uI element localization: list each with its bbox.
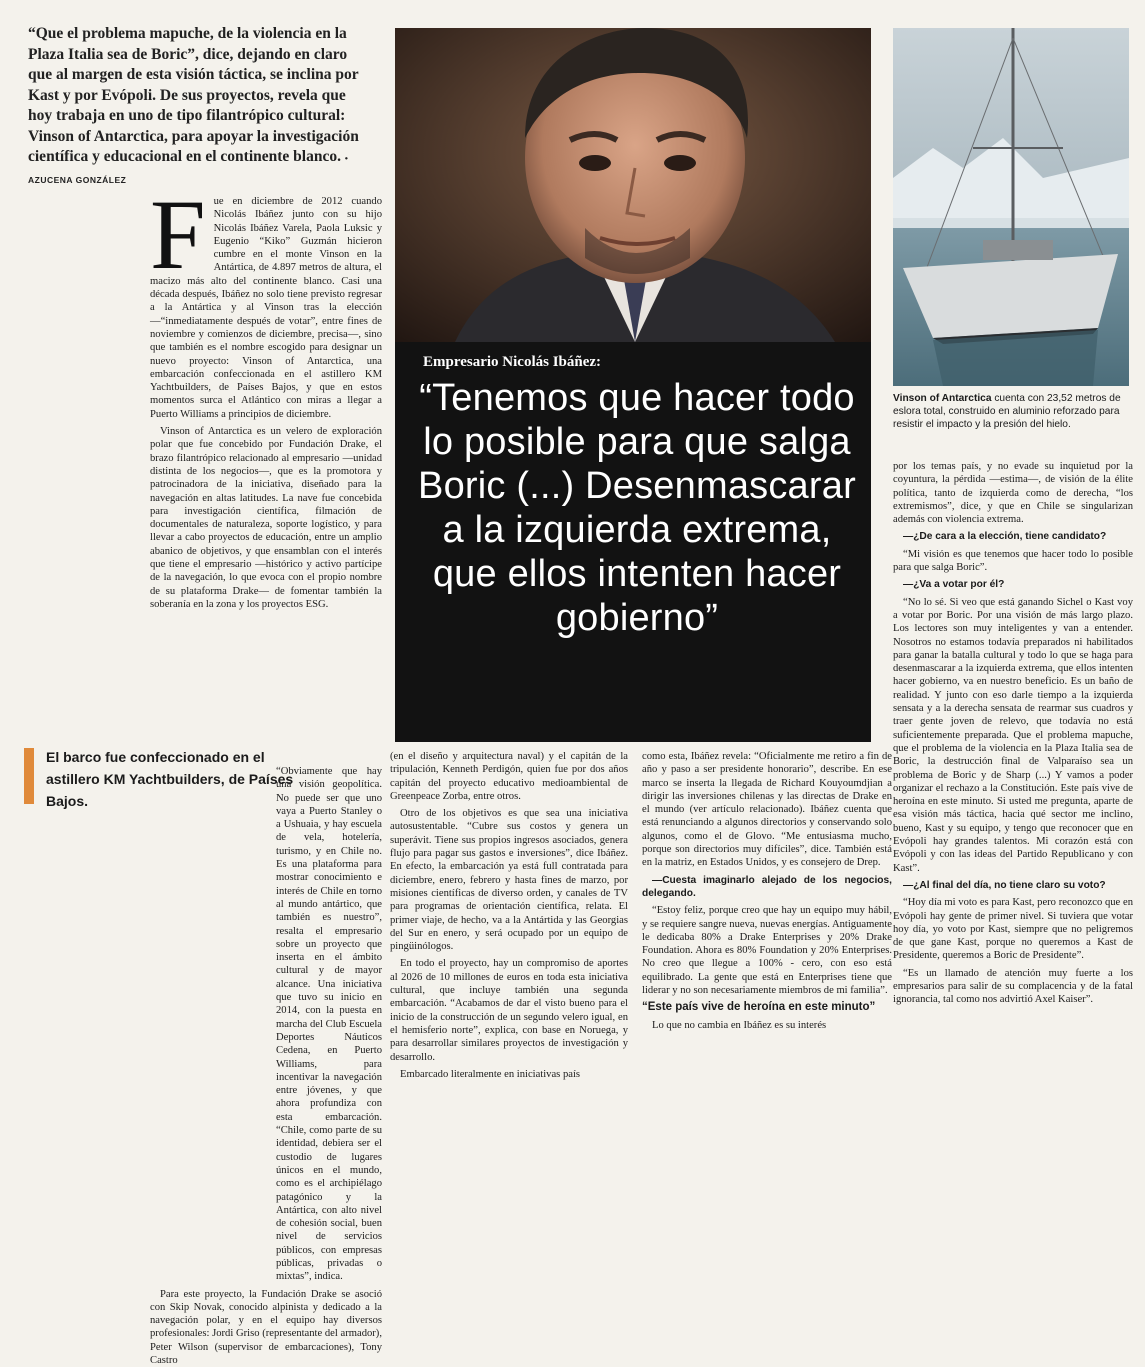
interview-question: —Cuesta imaginarlo alejado de los negocios, delegando.: [642, 874, 892, 899]
article-column-1-lower: [150, 765, 382, 1367]
paragraph: “No lo sé. Si veo que está ganando Sichel o Kast voy a votar por Boric. Por una visión de más largo plazo. Los lectores son muy inteligentes y van a entender. Nosotros no estamos todavía preparados ni habilitados para ganar la batalla cultural y todo lo que se haga para desenmascarar a la izquierda extrema, que ellos intenten hacer gobierno, va en nuestro beneficio. Es un baño de realidad. Y junto con eso darle tiempo a la izquierda sensata y a la derecha sensata de rearmar sus cuadros y traer gente joven de relevo, que todavía no está suficientemente preparada. Que el problema mapuche, que el problema de la violencia en la Plaza Italia sea de Boric, la destrucción final de Valparaíso sea un problema de Boric y de Sharp (...) Y vamos a poder organizar el rechazo a la Constitución. Este país vive de heroína en este minuto. Si usted me pregunta, aparte de esa visión más táctica, hacia qué sector me inclino, bueno, Kast y su equipo, y tengo que reconocer que en Evópoli hay grandes talentos. Mi corazón está con Evópoli y con las ideas del Partido Republicano y con Kast”.: [893, 596, 1133, 874]
paragraph: “Estoy feliz, porque creo que hay un equipo muy hábil, y se requiere sangre nueva, nuevas energías. Antiguamente le dedicaba 80% a Drake Enterprises y 20% Drake Foundation. Ahora es 80% Foundation y 20% Enterprises. No creo que llegue a 100% - cero, con eso está equilibrado. La gente que está en Enterprises tiene que liderar y no son necesariamente miembros de mi familia”.: [642, 905, 892, 997]
paragraph: Otro de los objetivos es que sea una iniciativa autosustentable. “Cubre sus costos y genera un superávit. Tiene sus propios ingresos asociados, genera flujo para pagar sus gastos e inversiones”, dice Ibáñez. En efecto, la embarcación ya está full contratada para diciembre, enero, febrero y hasta fines de marzo, por misiones científicas de diverso orden, y canales de TV para programas de orientación científica, relata. El primer viaje, de hecho, va a la Antártida y las Georgias del Sur en enero, y será ocupado por un equipo de pingüinólogos.: [390, 808, 628, 953]
paragraph: En todo el proyecto, hay un compromiso de aportes al 2026 de 10 millones de euros en toda esta iniciativa cultural, que incluye también una segunda embarcación. “Acabamos de dar el visto bueno para el inicio de la construcción de un segundo velero igual, en el hemisferio norte”, explica, con base en Noruega, y para desarrollar similares proyectos de investigación y desarrollo.: [390, 958, 628, 1063]
paragraph: Para este proyecto, la Fundación Drake se asoció con Skip Novak, conocido alpinista y dedicado a la navegación polar, y en el equipo hay diversos profesionales: Jordi Griso (representante del armador), Peter Wilson (supervisor de embarcaciones), Tony Castro: [150, 1288, 382, 1367]
paragraph: Vinson of Antarctica es un velero de exploración polar que fue concebido por Fundación Drake, el brazo filantrópico relacionado al empresario —unidad distinta de los negocios—, que es la promotora y patrocinadora de la iniciativa, diseñado para la navegación en altas latitudes. La nave fue concebida para investigación científica, filmación de documentales de naturaleza, soporte logístico, y para llevar a cabo proyectos de educación, entre un amplio abanico de objetivos, y que ensamblan con el interés que tiene el empresario —histórico y activo partícipe de la navegación, lo que evoca con el propio nombre de su plataforma Drake— de fomentar también la soberanía en la zona y los proyectos ESG.: [150, 426, 382, 610]
lede-text: “Que el problema mapuche, de la violencia en la Plaza Italia sea de Boric”, dice, dejando en claro que al margen de esta visión táctica, se inclina por Kast y por Evópoli. De sus proyectos, revela que hoy trabaja en uno de tipo filantrópico cultural: Vinson of Antarctica, para apoyar la investigación científica y educacional en el continente blanco.: [28, 25, 359, 165]
headline-quote: “Tenemos que hacer todo lo posible para que salga Boric (...) Desenmascarar a la izquierda extrema, que ellos intenten hacer gobierno”: [418, 377, 856, 639]
article-column-1: [150, 179, 382, 755]
lede: [28, 24, 368, 190]
paragraph: por los temas país, y no evade su inquietud por la coyuntura, la pérdida —estima—, de visión de la élite política, tanto de izquierda como de derecha, “los extremismos”, dice, y que en Chile se singularizan además con violencia extrema.: [893, 461, 1133, 526]
paragraph: como esta, Ibáñez revela: “Oficialmente me retiro a fin de año y paso a ser presidente honorario”, describe. En ese marco se inserta la llegada de Richard Kouyoumdjian a dirigir las inversiones chilenas y las directas de Drake en el mundo (ver artículo relacionado). Ibáñez cuenta que está renunciando a algunos directorios y conservando solo algunos, como el de Glovo. “Me entusiasma mucho, porque son directorios muy difíciles”, dice. También está en la matriz, en Estados Unidos, y es consejero de Drep.: [642, 751, 892, 869]
boat-photo: [893, 28, 1129, 386]
pullquote: El barco fue confeccionado en el astillero KM Yachtbuilders, de Países Bajos.: [46, 749, 294, 809]
paragraph: ue en diciembre de 2012 cuando Nicolás Ibáñez junto con su hijo Nicolás Ibáñez Varela, Paola Luksic y Eugenio “Kiko” Guzmán hicieron cumbre en el monte Vinson en la Antártica, de 4.897 metros de altura, el macizo más alto del continente blanco. Casi una década después, Ibáñez no solo tiene previsto regresar a la Antártica y al Vinson tras la elección —“inmediatamente después de votar”, entre fines de noviembre y comienzos de diciembre, precisa—, sino que también es el nombre escogido para designar un nuevo proyecto: Vinson of Antarctica, una embarcación confeccionada en el astillero KM Yachtbuilders, de Países Bajos, y que en estos momentos surca el Atlántico con miras a llegar a Puerto Williams a principios de diciembre.: [150, 196, 382, 420]
paragraph: “Hoy día mi voto es para Kast, pero reconozco que en Evópoli hay gente de primer nivel. Si tuviera que votar hoy día, yo voto por Kast, siempre que no peligremos de que gane Kast, porque no queremos a Kast de Presidente, queremos a Boric de Presidente”.: [893, 897, 1133, 962]
interview-question: —¿Va a votar por él?: [903, 579, 1005, 591]
interview-question: —¿Al final del día, no tiene claro su voto?: [903, 879, 1106, 891]
paragraph: (en el diseño y arquitectura naval) y el capitán de la tripulación, Kenneth Perdigón, quien fue por dos años capitán del proyecto educativo medioambiental de Greenpeace Zorba, entre otros.: [390, 751, 628, 802]
headline-quote-box: [395, 342, 871, 742]
paragraph: Lo que no cambia en Ibáñez es su interés: [652, 1019, 827, 1031]
paragraph: “Es un llamado de atención muy fuerte a los empresarios para salir de su complacencia y de la fatal ignorancia, tal como nos advirtió Axel Kaiser”.: [893, 967, 1133, 1006]
paragraph: “Obviamente que hay una visión geopolítica. No puede ser que uno vaya a Puerto Stanley o a Ushuaia, y hay escuela de vela, hotelería, turismo, y en Chile no. Es una plataforma para mostrar conocimiento e interés de Chile en torno al mundo antártico, que también es nuestro”, resalta el empresario sobre un proyecto que inserta en el ámbito cultural y de mayor alcance. Una iniciativa que tuvo su inicio en 2014, con la puesta en marcha del Club Escuela Deportes Náuticos Cedena, en Puerto Williams, para incentivar la navegación entre jóvenes, y que ahora profundiza con esta embarcación. “Chile, como parte de su identidad, debiera ser el custodio de lugares únicos en el mundo, como es el archipiélago patagónico y la Antártica, con alto nivel de cohesión social, buen nivel de servicios públicos, con empresas públicas, privadas o mixtas”, indica.: [276, 766, 382, 1283]
interview-question: —¿De cara a la elección, tiene candidato?: [903, 531, 1107, 543]
article-column-3: [642, 750, 892, 1195]
article-column-2: [390, 750, 628, 1195]
boat-caption-name: Vinson of Antarctica: [893, 393, 992, 404]
paragraph: “Mi visión es que tenemos que hacer todo lo posible para que salga Boric”.: [893, 548, 1133, 574]
paragraph: Embarcado literalmente en iniciativas país: [400, 1068, 581, 1080]
boat-caption-text: cuenta con 23,52 metros de eslora total, construido en aluminio reforzado para resistir el impacto y la presión del hielo.: [893, 393, 1121, 430]
portrait-photo: [395, 28, 871, 342]
subhead: “Este país vive de heroína en este minuto”: [642, 1001, 876, 1014]
drop-cap: F: [150, 179, 206, 290]
boat-caption: [893, 392, 1133, 431]
headline-label: Empresario Nicolás Ibáñez:: [423, 354, 602, 370]
byline: • AZUCENA GONZÁLEZ: [28, 153, 349, 185]
article-column-4: [893, 460, 1133, 1195]
